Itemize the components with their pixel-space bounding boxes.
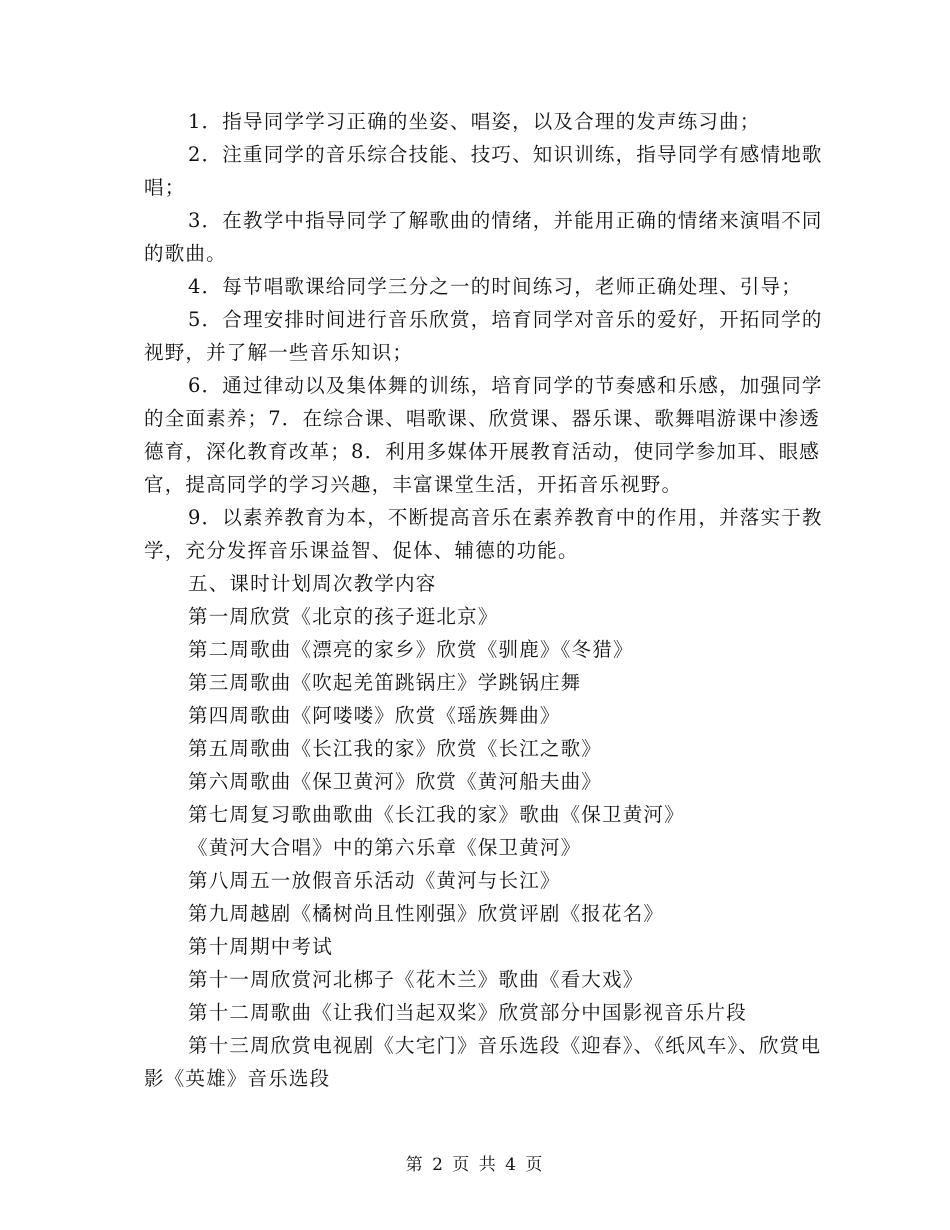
paragraph-3: 3．在教学中指导同学了解歌曲的情绪，并能用正确的情绪来演唱不同的歌曲。: [144, 209, 823, 265]
week-7: 第七周复习歌曲歌曲《长江我的家》歌曲《保卫黄河》: [188, 803, 685, 826]
page-number-footer: 第 2 页 共 4 页: [405, 1155, 545, 1175]
week-10: 第十周期中考试: [188, 935, 333, 958]
paragraph-6: 6．通过律动以及集体舞的训练，培育同学的节奏感和乐感，加强同学的全面素养；7．在综合课、唱歌课、欣赏课、器乐课、歌舞唱游课中渗透德育，深化教育改革；8．利用多媒体开展教育活动，使同学参加耳、眼感官，提高同学的学习兴趣，丰富课堂生活，开拓音乐视野。: [144, 374, 823, 496]
paragraph-4: 4．每节唱歌课给同学三分之一的时间练习，老师正确处理、引导；: [188, 275, 802, 298]
paragraph-1: 1．指导同学学习正确的坐姿、唱姿，以及合理的发声练习曲；: [188, 110, 761, 133]
section-heading: 五、课时计划周次教学内容: [188, 572, 437, 595]
week-2: 第二周歌曲《漂亮的家乡》欣赏《驯鹿》《冬猎》: [188, 638, 634, 661]
week-3: 第三周歌曲《吹起羌笛跳锅庄》学跳锅庄舞: [188, 671, 582, 694]
week-8: 第八周五一放假音乐活动《黄河与长江》: [188, 869, 561, 892]
week-6: 第六周歌曲《保卫黄河》欣赏《黄河船夫曲》: [188, 770, 603, 793]
week-13: 第十三周欣赏电视剧《大宅门》音乐选段《迎春》、《纸风车》、欣赏电影《英雄》音乐选段: [144, 1034, 822, 1090]
week-9: 第九周越剧《橘树尚且性刚强》欣赏评剧《报花名》: [188, 902, 665, 925]
week-12: 第十二周歌曲《让我们当起双桨》欣赏部分中国影视音乐片段: [188, 1001, 747, 1024]
paragraph-9: 9．以素养教育为本，不断提高音乐在素养教育中的作用，并落实于教学，充分发挥音乐课益智、促体、辅德的功能。: [144, 506, 823, 562]
week-4: 第四周歌曲《阿喽喽》欣赏《瑶族舞曲》: [188, 704, 561, 727]
paragraph-5: 5．合理安排时间进行音乐欣赏，培育同学对音乐的爱好，开拓同学的视野，并了解一些音乐知识；: [144, 308, 823, 364]
week-1: 第一周欣赏《北京的孩子逛北京》: [188, 605, 499, 628]
week-5: 第五周歌曲《长江我的家》欣赏《长江之歌》: [188, 737, 603, 760]
body-text: [144, 105, 824, 1095]
week-7-continued: 《黄河大合唱》中的第六乐章《保卫黄河》: [188, 836, 582, 859]
week-11: 第十一周欣赏河北梆子《花木兰》歌曲《看大戏》: [188, 968, 644, 991]
paragraph-2: 2．注重同学的音乐综合技能、技巧、知识训练，指导同学有感情地歌唱；: [144, 143, 823, 199]
